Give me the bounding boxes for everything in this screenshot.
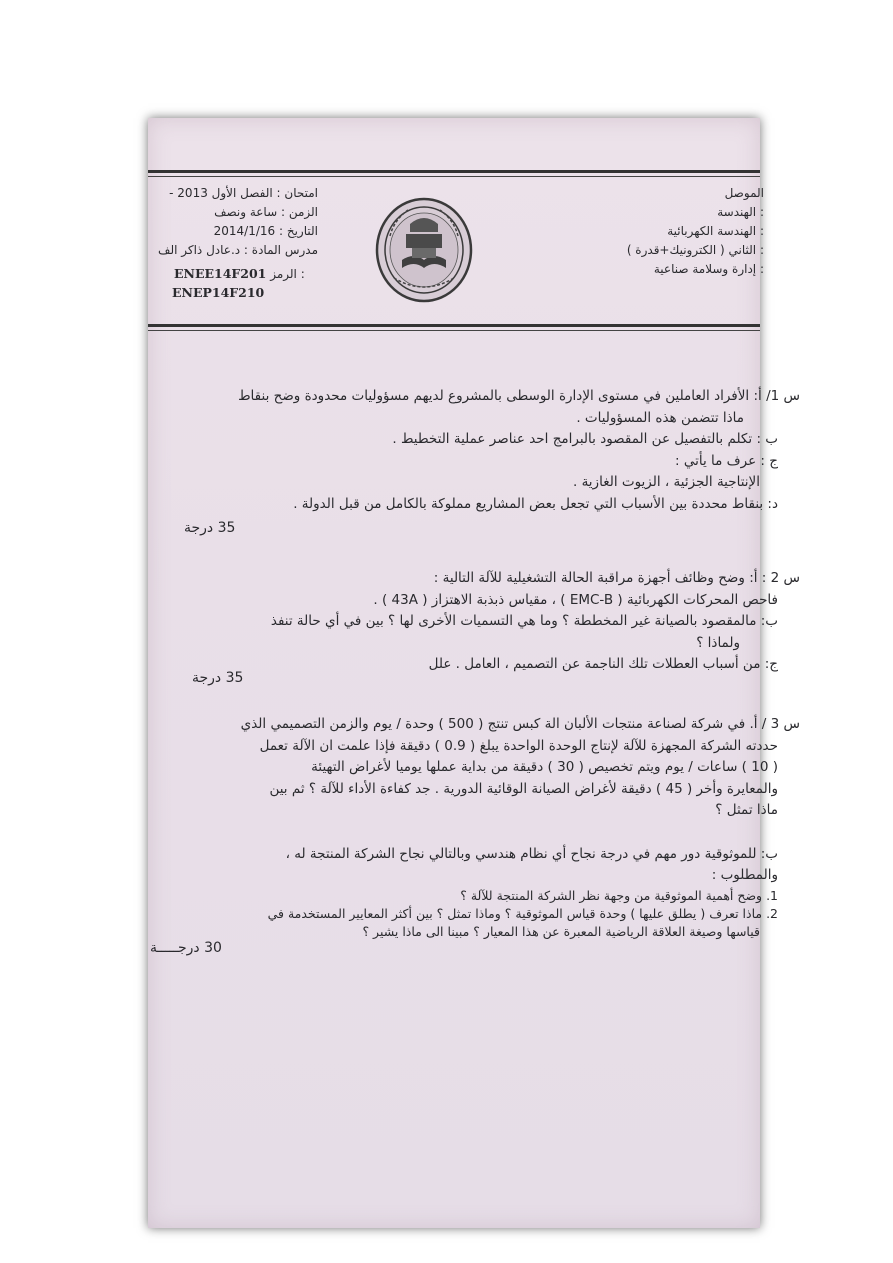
header-institution-block [604, 184, 764, 279]
q1-line-c: ج : عرف ما يأتي : [675, 452, 778, 469]
q2-line-b2: ولماذا ؟ [696, 634, 740, 651]
q1-line-c2: الإنتاجية الجزئية ، الزيوت الغازية . [572, 474, 760, 490]
q3-line-b: ب: للموثوقية دور مهم في درجة نجاح أي نظام هندسي وبالتالي نجاح الشركة المنتجة له ، [285, 845, 778, 862]
q3-line-b-item1: 1. وضح أهمية الموثوقية من وجهة نظر الشركة المنتجة للآلة ؟ [460, 887, 778, 903]
q3-line-b-item2b: قياسها وصيغة العلاقة الرياضية المعبرة عن هذا المعيار ؟ مبينا الى ماذا يشير ؟ [362, 923, 760, 939]
q3-line-b-item2: 2. ماذا تعرف ( يطلق عليها ) وحدة قياس الموثوقية ؟ وماذا تمثل ؟ بين أكثر المعايير المستخدمة في [267, 905, 778, 921]
exam-paper [148, 118, 800, 1228]
q3-line-a: س 3 / أ. في شركة لصناعة منتجات الألبان الة كبس تنتج ( 500 ) وحدة / يوم والزمن التصميمي الذي [240, 716, 800, 732]
header-bottom-rule-thin [148, 330, 760, 331]
header-bottom-rule [148, 324, 760, 327]
header-code2: ENEP14F210 [172, 285, 265, 300]
header-exam-info-block [150, 184, 318, 260]
question-1 [238, 386, 800, 515]
q2-score: 35 درجة [192, 670, 244, 686]
q1-line-a2: ماذا تتضمن هذه المسؤوليات . [576, 409, 744, 426]
question-2 [271, 568, 800, 676]
header-stage: : الثاني ( الكترونيك+قدرة ) [626, 243, 764, 257]
q3-line-a4: والمعايرة وأخر ( 45 ) دقيقة لأغراض الصيانة الوقائية الدورية . جد كفاءة الأداء للآلة ؟ ثم بين [269, 780, 778, 797]
q3-score: 30 درجـــــة [150, 940, 222, 956]
header-department: : الهندسة الكهربائية [667, 224, 764, 238]
q1-line-a: س 1/ أ: الأفراد العاملين في مستوى الإدارة الوسطى بالمشروع لديهم مسؤوليات محدودة وضح بنقاط [238, 388, 800, 404]
q2-line-a2: فاحص المحركات الكهربائية ( EMC-B ) ، مقياس ذبذبة الاهتزاز ( 43A ) . [373, 591, 778, 608]
university-seal-logo [374, 196, 474, 304]
header-top-rule [148, 170, 760, 173]
header-top-rule-thin [148, 176, 760, 177]
q1-line-d: د: بنقاط محددة بين الأسباب التي تجعل بعض المشاريع مملوكة بالكامل من قبل الدولة . [293, 495, 778, 512]
q2-line-a: س 2 : أ: وضح وظائف أجهزة مراقبة الحالة التشغيلية للآلة التالية : [433, 570, 800, 586]
q2-line-c: ج: من أسباب العطلات تلك الناجمة عن التصميم ، العامل . علل [428, 656, 778, 672]
q1-score: 35 درجة [184, 520, 236, 536]
header-university: الموصل [724, 186, 764, 200]
header-subject: : إدارة وسلامة صناعية [653, 262, 764, 276]
q3-line-a3: ( 10 ) ساعات / يوم ويتم تخصيص ( 30 ) دقيقة من بداية عملها يوميا لأغراض التهيئة [311, 759, 778, 775]
header-time: الزمن : ساعة ونصف [214, 205, 318, 219]
header-exam: امتحان : الفصل الأول 2013 - [169, 186, 318, 200]
q3-line-a2: حددته الشركة المجهزة للآلة لإنتاج الوحدة الواحدة يبلغ ( 0.9 ) دقيقة فإذا علمت ان الآلة تعمل [259, 737, 778, 754]
header-date: التاريخ : 2014/1/16 [213, 224, 318, 238]
q3-line-b2: والمطلوب : [711, 867, 778, 883]
header-code1: ENEE14F201 [174, 266, 267, 281]
header-code-line [174, 266, 305, 281]
q3-line-a5: ماذا تمثل ؟ [715, 802, 778, 818]
question-3 [241, 714, 800, 941]
header-code-label: الرمز : [270, 267, 305, 281]
header-college: : الهندسة [717, 205, 764, 219]
q2-line-b: ب: مالمقصود بالصيانة غير المخططة ؟ وما هي التسميات الأخرى لها ؟ بين في أي حالة تنفذ [270, 613, 778, 629]
q1-line-b: ب : تكلم بالتفصيل عن المقصود بالبرامج احد عناصر عملية التخطيط . [392, 431, 778, 447]
header-teacher: مدرس المادة : د.عادل ذاكر الف [158, 243, 318, 257]
